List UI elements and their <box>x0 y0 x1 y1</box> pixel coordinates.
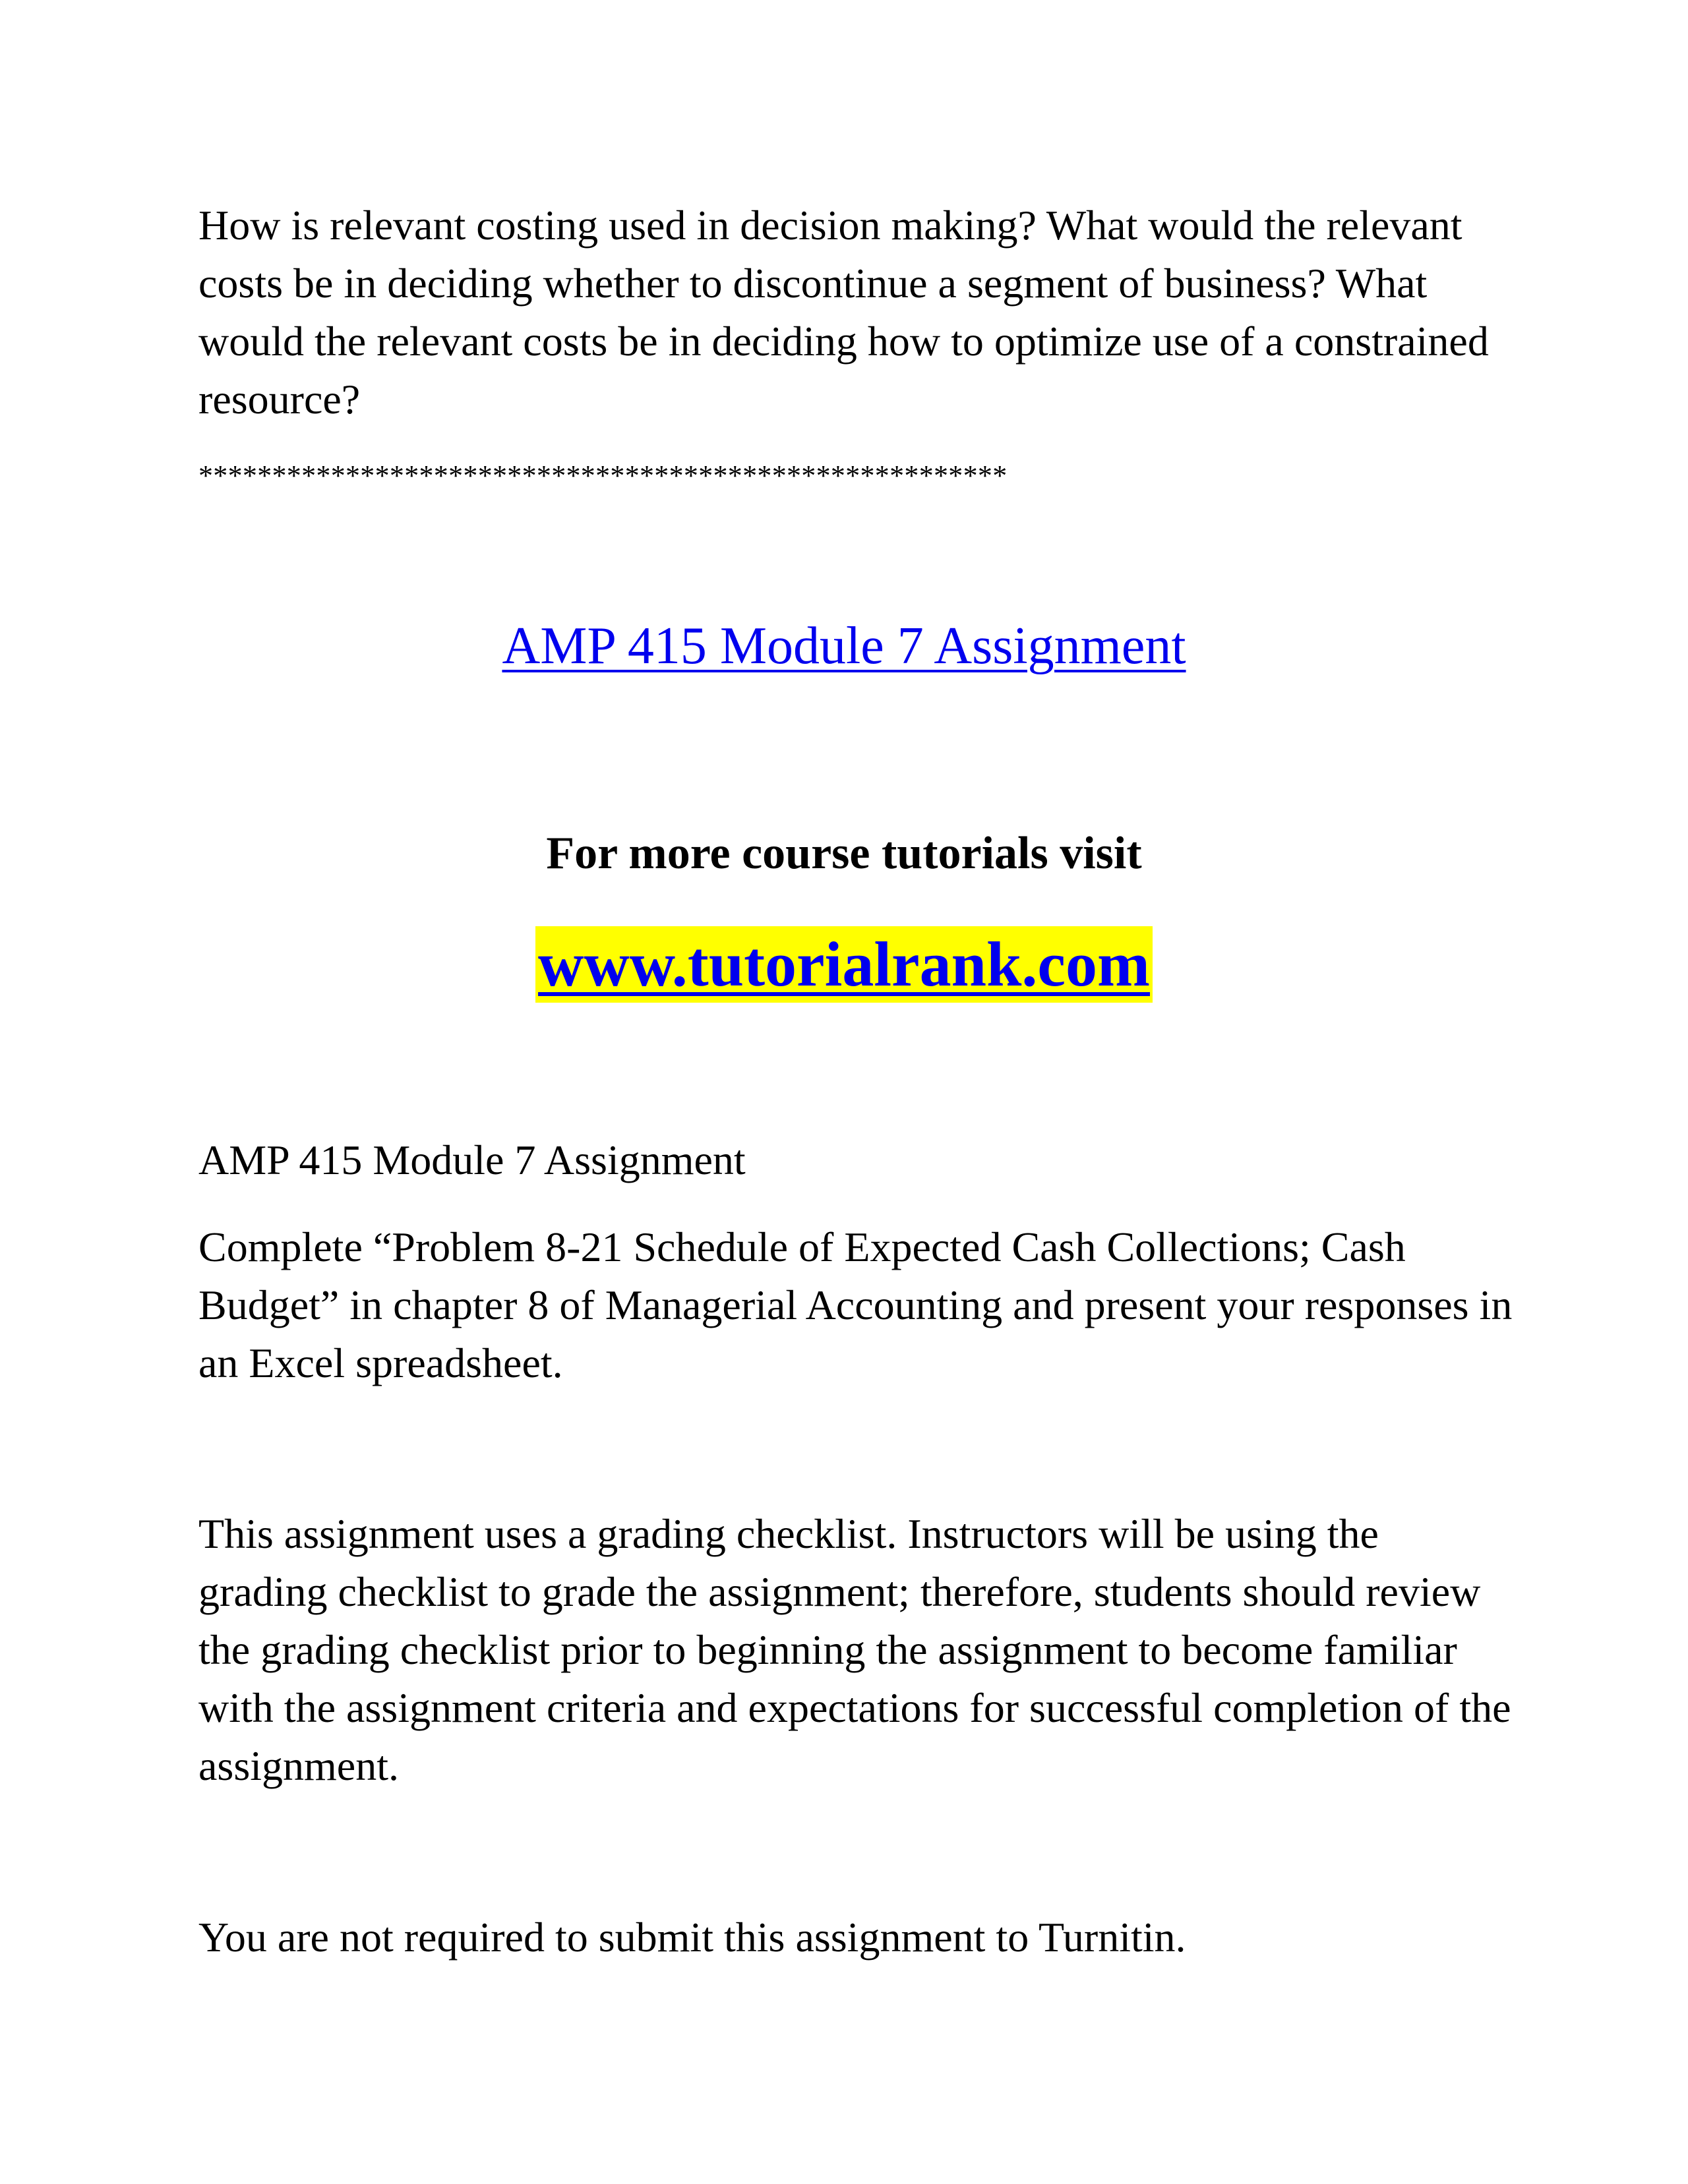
assignment-heading: AMP 415 Module 7 Assignment <box>198 1136 746 1183</box>
title-link-row <box>0 613 1688 679</box>
assignment-title-link[interactable]: AMP 415 Module 7 Assignment <box>502 617 1186 675</box>
asterisk-separator: ******************************************************* <box>198 459 1008 492</box>
promo-text: For more course tutorials visit <box>546 828 1142 879</box>
site-link-row <box>0 926 1688 1003</box>
task-paragraph: Complete “Problem 8-21 Schedule of Expected Cash Collections; Cash Budget” in chapter 8 of Managerial Accounting and present your responses in an Excel spreadsheet. <box>198 1224 1513 1386</box>
website-link[interactable]: www.tutorialrank.com <box>535 926 1153 1003</box>
turnitin-paragraph: You are not required to submit this assignment to Turnitin. <box>198 1914 1186 1961</box>
promo-row <box>0 824 1688 883</box>
question-paragraph: How is relevant costing used in decision making? What would the relevant costs be in deciding whether to discontinue a segment of business? What would the relevant costs be in deciding how to optimize use of a constrained resource? <box>198 202 1489 423</box>
checklist-paragraph: This assignment uses a grading checklist. Instructors will be using the grading checklist to grade the assignment; therefore, students should review the grading checklist prior to beginning the assignment to become familiar with the assignment criteria and expectations for successful completion of the assignment. <box>198 1510 1511 1789</box>
